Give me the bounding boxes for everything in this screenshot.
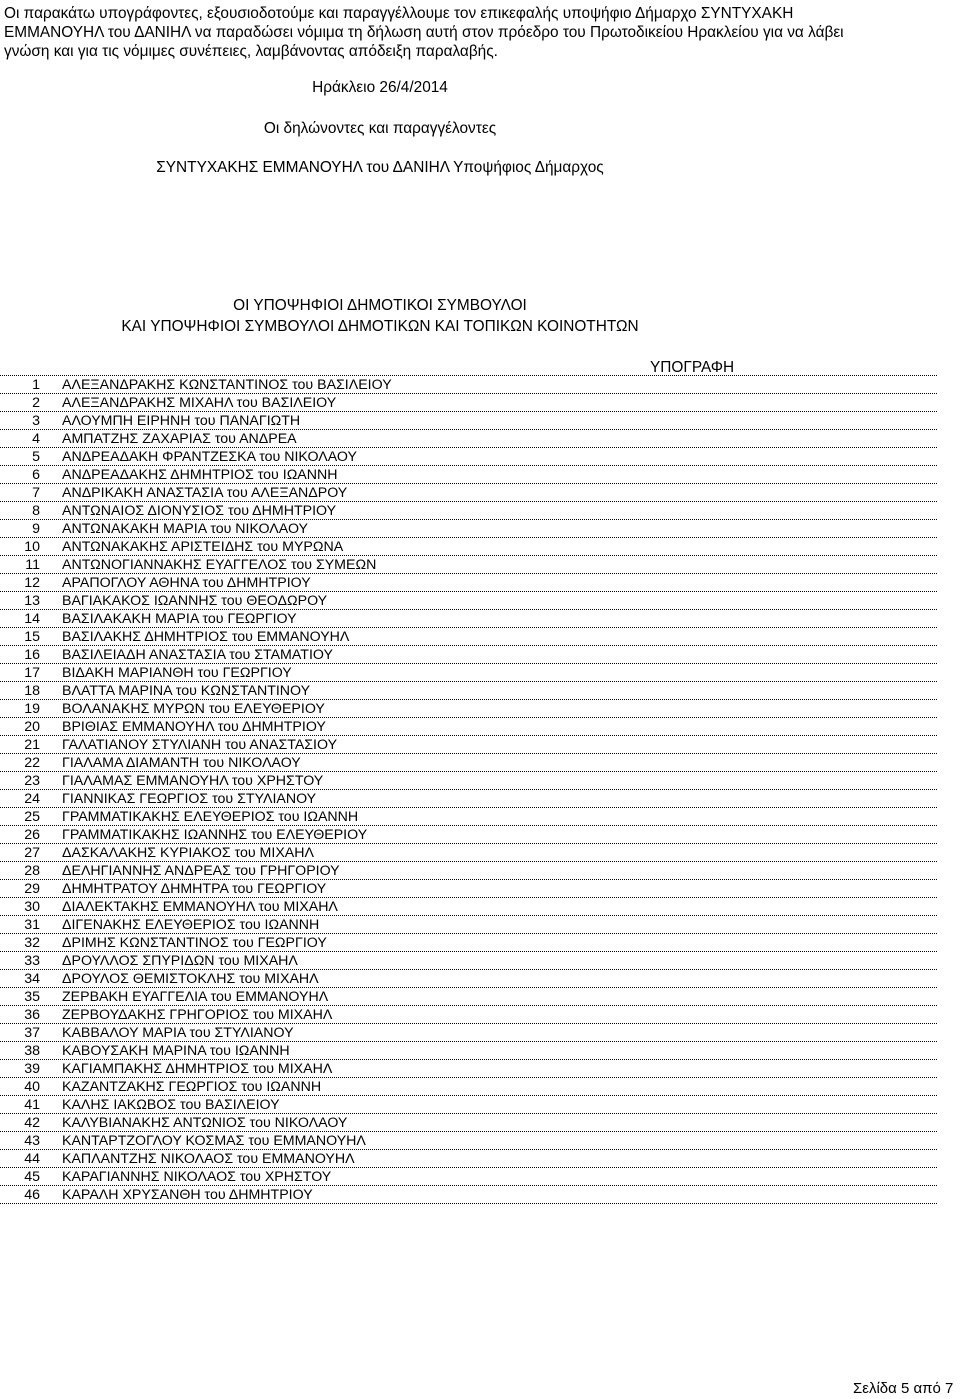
row-number: 38	[24, 1043, 40, 1059]
page-counter: Σελίδα 5 από 7	[853, 1380, 954, 1397]
row-number: 45	[24, 1169, 40, 1185]
row-number: 34	[24, 971, 40, 987]
row-name: ΔΙΓΕΝΑΚΗΣ ΕΛΕΥΘΕΡΙΟΣ του ΙΩΑΝΝΗ	[62, 917, 320, 933]
list-item	[0, 1114, 937, 1132]
row-number: 35	[24, 989, 40, 1005]
row-name: ΚΑΡΑΓΙΑΝΝΗΣ ΝΙΚΟΛΑΟΣ του ΧΡΗΣΤΟΥ	[62, 1169, 332, 1185]
list-item	[0, 1168, 937, 1186]
row-name: ΒΡΙΘΙΑΣ ΕΜΜΑΝΟΥΗΛ του ΔΗΜΗΤΡΙΟΥ	[62, 719, 326, 735]
row-name: ΔΕΛΗΓΙΑΝΝΗΣ ΑΝΔΡΕΑΣ του ΓΡΗΓΟΡΙΟΥ	[62, 863, 340, 879]
row-number: 6	[32, 467, 40, 483]
row-number: 28	[24, 863, 40, 879]
row-name: ΚΑΖΑΝΤΖΑΚΗΣ ΓΕΩΡΓΙΟΣ του ΙΩΑΝΝΗ	[62, 1079, 322, 1095]
row-number: 11	[25, 557, 40, 573]
row-name: ΑΡΑΠΟΓΛΟΥ ΑΘΗΝΑ του ΔΗΜΗΤΡΙΟΥ	[62, 575, 311, 591]
list-item	[0, 484, 937, 502]
row-number: 10	[24, 539, 40, 555]
row-name: ΚΑΛΥΒΙΑΝΑΚΗΣ ΑΝΤΩΝΙΟΣ του ΝΙΚΟΛΑΟΥ	[62, 1115, 348, 1131]
row-number: 3	[32, 413, 40, 429]
row-name: ΓΙΑΛΑΜΑΣ ΕΜΜΑΝΟΥΗΛ του ΧΡΗΣΤΟΥ	[62, 773, 324, 789]
row-name: ΑΝΔΡΙΚΑΚΗ ΑΝΑΣΤΑΣΙΑ του ΑΛΕΞΑΝΔΡΟΥ	[62, 485, 348, 501]
row-name: ΚΑΒΒΑΛΟΥ ΜΑΡΙΑ του ΣΤΥΛΙΑΝΟΥ	[62, 1025, 294, 1041]
list-item	[0, 934, 937, 952]
list-item	[0, 1186, 937, 1204]
row-number: 41	[24, 1097, 40, 1113]
row-name: ΓΙΑΛΑΜΑ ΔΙΑΜΑΝΤΗ του ΝΙΚΟΛΑΟΥ	[62, 755, 301, 771]
councillor-list	[0, 376, 960, 1204]
row-name: ΚΑΠΛΑΝΤΖΗΣ ΝΙΚΟΛΑΟΣ του ΕΜΜΑΝΟΥΗΛ	[62, 1151, 355, 1167]
section-heading: ΟΙ ΥΠΟΨΗΦΙΟΙ ΔΗΜΟΤΙΚΟΙ ΣΥΜΒΟΥΛΟΙ	[233, 297, 527, 314]
row-number: 7	[32, 485, 40, 501]
row-name: ΚΑΡΑΛΗ ΧΡΥΣΑΝΘΗ του ΔΗΜΗΤΡΙΟΥ	[62, 1187, 313, 1203]
row-name: ΑΝΤΩΝΑΚΑΚΗ ΜΑΡΙΑ του ΝΙΚΟΛΑΟΥ	[62, 521, 308, 537]
list-item	[0, 790, 937, 808]
list-item	[0, 664, 937, 682]
row-number: 32	[24, 935, 40, 951]
row-name: ΓΡΑΜΜΑΤΙΚΑΚΗΣ ΕΛΕΥΘΕΡΙΟΣ του ΙΩΑΝΝΗ	[62, 809, 359, 825]
row-name: ΑΝΤΩΝΑΚΑΚΗΣ ΑΡΙΣΤΕΙΔΗΣ του ΜΥΡΩΝΑ	[62, 539, 344, 555]
list-item	[0, 430, 937, 448]
row-number: 14	[24, 611, 40, 627]
list-item	[0, 376, 937, 394]
row-number: 40	[24, 1079, 40, 1095]
list-item	[0, 988, 937, 1006]
row-name: ΔΡΟΥΛΛΟΣ ΣΠΥΡΙΔΩΝ του ΜΙΧΑΗΛ	[62, 953, 298, 969]
list-item	[0, 412, 937, 430]
row-name: ΓΑΛΑΤΙΑΝΟΥ ΣΤΥΛΙΑΝΗ του ΑΝΑΣΤΑΣΙΟΥ	[62, 737, 338, 753]
list-item	[0, 574, 937, 592]
list-item	[0, 1150, 937, 1168]
row-number: 4	[32, 431, 40, 447]
row-number: 18	[24, 683, 40, 699]
row-name: ΔΙΑΛΕΚΤΑΚΗΣ ΕΜΜΑΝΟΥΗΛ του ΜΙΧΑΗΛ	[62, 899, 338, 915]
row-name: ΖΕΡΒΟΥΔΑΚΗΣ ΓΡΗΓΟΡΙΟΣ του ΜΙΧΑΗΛ	[62, 1007, 333, 1023]
list-item	[0, 682, 937, 700]
row-number: 27	[24, 845, 40, 861]
row-name: ΚΑΒΟΥΣΑΚΗ ΜΑΡΙΝΑ του ΙΩΑΝΝΗ	[62, 1043, 290, 1059]
list-item	[0, 1042, 937, 1060]
row-name: ΔΗΜΗΤΡΑΤΟΥ ΔΗΜΗΤΡΑ του ΓΕΩΡΓΙΟΥ	[62, 881, 327, 897]
list-item	[0, 808, 937, 826]
row-name: ΒΑΣΙΛΑΚΗΣ ΔΗΜΗΤΡΙΟΣ του ΕΜΜΑΝΟΥΗΛ	[62, 629, 350, 645]
list-item	[0, 700, 937, 718]
list-item	[0, 628, 937, 646]
row-number: 33	[24, 953, 40, 969]
row-number: 39	[24, 1061, 40, 1077]
row-number: 44	[24, 1151, 40, 1167]
list-item	[0, 772, 937, 790]
row-name: ΔΑΣΚΑΛΑΚΗΣ ΚΥΡΙΑΚΟΣ του ΜΙΧΑΗΛ	[62, 845, 314, 861]
row-number: 23	[24, 773, 40, 789]
row-name: ΑΝΤΩΝΑΙΟΣ ΔΙΟΝΥΣΙΟΣ του ΔΗΜΗΤΡΙΟΥ	[62, 503, 337, 519]
row-number: 30	[24, 899, 40, 915]
row-name: ΒΟΛΑΝΑΚΗΣ ΜΥΡΩΝ του ΕΛΕΥΘΕΡΙΟΥ	[62, 701, 325, 717]
intro-paragraph	[4, 4, 954, 61]
list-item	[0, 1024, 937, 1042]
row-number: 29	[24, 881, 40, 897]
row-name: ΚΑΝΤΑΡΤΖΟΓΛΟΥ ΚΟΣΜΑΣ του ΕΜΜΑΝΟΥΗΛ	[62, 1133, 366, 1149]
list-item	[0, 394, 937, 412]
row-number: 9	[32, 521, 40, 537]
row-name: ΑΛΕΞΑΝΔΡΑΚΗΣ ΚΩΝΣΤΑΝΤΙΝΟΣ του ΒΑΣΙΛΕΙΟΥ	[62, 377, 392, 393]
declarants-line: Οι δηλώνοντες και παραγγέλοντες	[263, 120, 497, 137]
row-number: 37	[24, 1025, 40, 1041]
row-name: ΓΡΑΜΜΑΤΙΚΑΚΗΣ ΙΩΑΝΝΗΣ του ΕΛΕΥΘΕΡΙΟΥ	[62, 827, 368, 843]
row-number: 12	[24, 575, 40, 591]
row-number: 20	[24, 719, 40, 735]
row-name: ΔΡΙΜΗΣ ΚΩΝΣΤΑΝΤΙΝΟΣ του ΓΕΩΡΓΙΟΥ	[62, 935, 327, 951]
list-item	[0, 448, 937, 466]
row-number: 42	[24, 1115, 40, 1131]
row-number: 13	[24, 593, 40, 609]
row-number: 36	[24, 1007, 40, 1023]
list-item	[0, 898, 937, 916]
row-name: ΒΑΣΙΛΑΚΑΚΗ ΜΑΡΙΑ του ΓΕΩΡΓΙΟΥ	[62, 611, 297, 627]
list-item	[0, 1132, 937, 1150]
list-item	[0, 826, 937, 844]
row-name: ΒΙΔΑΚΗ ΜΑΡΙΑΝΘΗ του ΓΕΩΡΓΙΟΥ	[62, 665, 292, 681]
row-name: ΒΛΑΤΤΑ ΜΑΡΙΝΑ του ΚΩΝΣΤΑΝΤΙΝΟΥ	[62, 683, 311, 699]
intro-line: Οι παρακάτω υπογράφοντες, εξουσιοδοτούμε και παραγγέλλουμε τον επικεφαλής υποψήφιο Δήμαρχο ΣΥΝΤΥΧΑΚΗ	[4, 5, 794, 22]
signature-column-label: ΥΠΟΓΡΑΦΗ	[650, 359, 735, 376]
row-number: 22	[24, 755, 40, 771]
row-name: ΒΑΣΙΛΕΙΑΔΗ ΑΝΑΣΤΑΣΙΑ του ΣΤΑΜΑΤΙΟΥ	[62, 647, 333, 663]
list-item	[0, 736, 937, 754]
row-number: 1	[32, 377, 40, 393]
list-item	[0, 880, 937, 898]
row-number: 17	[24, 665, 40, 681]
row-name: ΑΝΔΡΕΑΔΑΚΗΣ ΔΗΜΗΤΡΙΟΣ του ΙΩΑΝΝΗ	[62, 467, 338, 483]
row-name: ΑΝΔΡΕΑΔΑΚΗ ΦΡΑΝΤΖΕΣΚΑ του ΝΙΚΟΛΑΟΥ	[62, 449, 357, 465]
list-item	[0, 754, 937, 772]
list-item	[0, 610, 937, 628]
list-item	[0, 862, 937, 880]
list-item	[0, 718, 937, 736]
list-item	[0, 1006, 937, 1024]
list-item	[0, 1078, 937, 1096]
row-name: ΑΜΠΑΤΖΗΣ ΖΑΧΑΡΙΑΣ του ΑΝΔΡΕΑ	[62, 431, 297, 447]
row-name: ΚΑΛΗΣ ΙΑΚΩΒΟΣ του ΒΑΣΙΛΕΙΟΥ	[62, 1097, 280, 1113]
list-item	[0, 556, 937, 574]
row-name: ΑΝΤΩΝΟΓΙΑΝΝΑΚΗΣ ΕΥΑΓΓΕΛΟΣ του ΣΥΜΕΩΝ	[62, 557, 377, 573]
row-name: ΒΑΓΙΑΚΑΚΟΣ ΙΩΑΝΝΗΣ του ΘΕΟΔΩΡΟΥ	[62, 593, 328, 609]
section-subheading: ΚΑΙ ΥΠΟΨΗΦΙΟΙ ΣΥΜΒΟΥΛΟΙ ΔΗΜΟΤΙΚΩΝ ΚΑΙ ΤΟΠΙΚΩΝ ΚΟΙΝΟΤΗΤΩΝ	[121, 318, 639, 335]
row-number: 31	[24, 917, 40, 933]
list-item	[0, 916, 937, 934]
list-item	[0, 520, 937, 538]
list-item	[0, 844, 937, 862]
candidate-line: ΣΥΝΤΥΧΑΚΗΣ ΕΜΜΑΝΟΥΗΛ του ΔΑΝΙΗΛ Υποψήφιος Δήμαρχος	[156, 159, 604, 176]
list-item	[0, 466, 937, 484]
row-number: 19	[24, 701, 40, 717]
list-item	[0, 1060, 937, 1078]
row-number: 8	[32, 503, 40, 519]
row-number: 25	[24, 809, 40, 825]
row-name: ΓΙΑΝΝΙΚΑΣ ΓΕΩΡΓΙΟΣ του ΣΤΥΛΙΑΝΟΥ	[62, 791, 317, 807]
list-item	[0, 538, 937, 556]
row-number: 43	[24, 1133, 40, 1149]
row-number: 46	[24, 1187, 40, 1203]
row-number: 16	[24, 647, 40, 663]
list-item	[0, 970, 937, 988]
row-name: ΑΛΟΥΜΠΗ ΕΙΡΗΝΗ του ΠΑΝΑΓΙΩΤΗ	[62, 413, 301, 429]
row-name: ΚΑΓΙΑΜΠΑΚΗΣ ΔΗΜΗΤΡΙΟΣ του ΜΙΧΑΗΛ	[62, 1061, 333, 1077]
row-number: 21	[24, 737, 40, 753]
list-item	[0, 592, 937, 610]
intro-line: γνώση και για τις νόμιμες συνέπειες, λαμβάνοντας απόδειξη παραλαβής.	[4, 43, 498, 60]
list-item	[0, 646, 937, 664]
row-number: 5	[32, 449, 40, 465]
place-date: Ηράκλειο 26/4/2014	[312, 79, 448, 96]
row-number: 26	[24, 827, 40, 843]
row-number: 15	[24, 629, 40, 645]
row-number: 24	[24, 791, 40, 807]
row-name: ΖΕΡΒΑΚΗ ΕΥΑΓΓΕΛΙΑ του ΕΜΜΑΝΟΥΗΛ	[62, 989, 329, 1005]
row-number: 2	[32, 395, 40, 411]
row-name: ΑΛΕΞΑΝΔΡΑΚΗΣ ΜΙΧΑΗΛ του ΒΑΣΙΛΕΙΟΥ	[62, 395, 337, 411]
intro-line: ΕΜΜΑΝΟΥΗΛ του ΔΑΝΙΗΛ να παραδώσει νόμιμα τη δήλωση αυτή στον πρόεδρο του Πρωτοδικείου Ηρακλείου για να λάβει	[4, 24, 844, 41]
list-item	[0, 1096, 937, 1114]
row-name: ΔΡΟΥΛΟΣ ΘΕΜΙΣΤΟΚΛΗΣ του ΜΙΧΑΗΛ	[62, 971, 319, 987]
list-item	[0, 952, 937, 970]
list-item	[0, 502, 937, 520]
